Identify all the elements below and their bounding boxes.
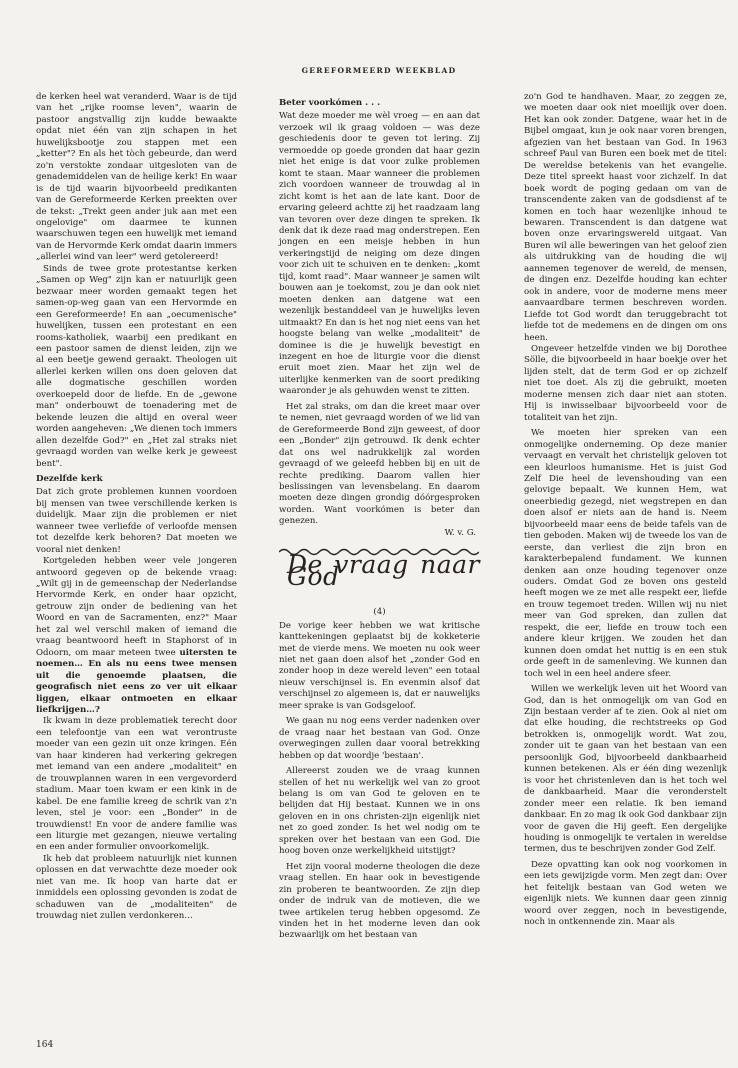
paragraph: We gaan nu nog eens verder nadenken over de vraag naar het bestaan van God. Onze overwegingen zullen daar vooral betrekking hebben op dat woordje 'bestaan'.: [279, 716, 480, 761]
paragraph: Deze opvatting kan ook nog voorkomen in een iets gewijzigde vorm. Men zegt dan: Over het feitelijk bestaan van God weten we eigenlijk niets. We kunnen daar geen zinnig woord over zeggen, noch in bevestigende, noch in ontkennende zin. Maar als: [524, 859, 727, 928]
paragraph: Het zal straks, om dan die kreet maar over te nemen, niet gevraagd worden of we lid van de Gereformeerde Bond zijn geweest, of door een „Bonder" zijn getrouwd. Ik denk echter dat ons wel nadrukkelijk zal worden gevraagd of we geleefd hebben bij en uit de rechte prediking. Daarom vallen hier beslissingen van levensbelang. En daarom moeten deze dingen grondig dóórgesproken worden. Want voorkómen is beter dan genezen.: [279, 401, 480, 527]
paragraph: Dat zich grote problemen kunnen voordoen bij mensen van twee verschillende kerken is duidelijk. Maar zijn die problemen er niet wanneer twee verliefde of verloofde mensen tot dezelfde kerk behoren? Dat moeten we vooral niet denken!: [36, 487, 237, 555]
paragraph: [36, 556, 237, 716]
paragraph: Willen we werkelijk leven uit het Woord van God, dan is het onmogelijk om van God en Zijn bestaan verder af te zien. Ook al niet om dat elke houding, die rechtstreeks op God betrokken is, onmogelijk wordt. Wat zou, zonder uit te gaan van het bestaan van een persoonlijk God, bijvoorbeeld dankbaarheid kunnen betekenen. Als er één ding wezenlijk is voor het christenleven dan is het toch wel de dankbaarheid. Maar die veronderstelt zonder meer een relatie. Ik ben iemand dankbaar. En zo mag ik ook God dankbaar zijn voor de gaven die Hij geeft. Een dergelijke houding is onmogelijk te vertalen in wereldse termen, dus te beschrijven zonder God Zelf.: [524, 684, 727, 855]
page-number: 164: [36, 1040, 54, 1050]
article-title: De vraag naar God: [287, 550, 480, 591]
paragraph-emphasis: uitersten te noemen… En als nu eens twee mensen uit die genoemde plaatsen, die geografisch niet eens zo ver uit elkaar liggen, elkaar ontmoeten en elkaar liefkrijgen…?: [36, 647, 237, 716]
running-header: GEREFORMEERD WEEKBLAD: [301, 66, 457, 75]
part-number: (4): [373, 607, 386, 618]
section-heading: Beter voorkómen . . .: [279, 98, 381, 108]
paragraph: De vorige keer hebben we wat kritische kanttekeningen geplaatst bij de kokketerie met de vierde mens. We moeten nu ook weer niet net gaan doen alsof het „zonder God en zonder hoop in deze wereld leven" een totaal nieuw verschijnsel is. En evenmin alsof dat verschijnsel zo algemeen is, dat er nauwelijks meer sprake is van Godsgeloof.: [279, 620, 480, 711]
author-signature: W. v. G.: [444, 527, 476, 538]
paragraph: Ik heb dat probleem natuurlijk niet kunnen oplossen en dat verwachtte deze moeder ook niet van me. Ik hoop van harte dat er inmiddels een oplossing gevonden is zodat de schaduwen van de „modaliteiten" de trouwdag niet zullen verdonkeren…: [36, 853, 237, 922]
article-title-block: [279, 547, 480, 603]
paragraph: Ongeveer hetzelfde vinden we bij Dorothee Sölle, die bijvoorbeeld in haar boekje over het lijden stelt, dat de term God er op zichzelf niet toe doet. Als zij die gebruikt, moeten moderne mensen zich daar niet aan stoten. Hij is inwisselbaar bijvoorbeeld voor de totaliteit van het zijn.: [524, 343, 727, 423]
paragraph: Allereerst zouden we de vraag kunnen stellen of het nu werkelijk wel van zo groot belang is om van God te geloven en te belijden dat Hij bestaat. Kunnen we in ons geloven en in ons christen-zijn eigenlijk niet net zo goed zonder. Is het wel nodig om te spreken over het bestaan van een God. Die hoog boven onze werkelijkheid uitstijgt?: [279, 766, 480, 857]
paragraph-text: Kortgeleden hebben weer vele jongeren antwoord gegeven op de bekende vraag: „Wilt gij in de gemeenschap der Nederlandse Hervormde Kerk, en onder haar opzicht, getrouw zijn onder de bediening van het Woord en van de Sacramenten, enz?" Maar het zal wel verschil maken of iemand die vraag beantwoord heeft in Staphorst of in Odoorn, om maar meteen twee: [36, 556, 237, 658]
paragraph: Sinds de twee grote protestantse kerken „Samen op Weg" zijn kan er natuurlijk geen bezwaar meer worden gemaakt tegen het samen-op-weg gaan van een Hervormde en een Gereformeerde! En aan „oecumenische" huwelijken, tussen een protestant en een rooms-katholiek, waarbij een predikant en een pastoor samen de dienst leiden, zijn we al een beetje gewend geraakt. Theologen uit allerlei kerken willen ons doen geloven dat alle dogmatische geschillen worden overkoepeld door de liefde. En de „gewone man" onderbouwt de toenadering met de bekende leuzen die altijd en overal weer worden aangeheven: „We dienen toch immers allen dezelfde God?" en „Het zal straks niet gevraagd worden van welke kerk je geweest bent".: [36, 263, 237, 469]
column-2: [279, 98, 480, 942]
column-1: [36, 92, 237, 923]
paragraph: Wat deze moeder me wèl vroeg — en aan dat verzoek wil ik graag voldoen — was deze geschiedenis door te geven tot lering. Zij vermoedde op goede gronden dat haar gezin niet het enige is dat voor zulke problemen komt te staan. Maar wanneer die problemen zich voordoen wanneer de trouwdag al in zicht komt is het aan de late kant. Door de ervaring geleerd achtte zij het raadzaam lang van tevoren over deze dingen te spreken. Ik denk dat ik deze raad mag onderstrepen. Een jongen en een meisje hebben in hun verkeringstijd de neiging om deze dingen voor zich uit te schuiven en te denken: „komt tijd, komt raad". Maar wanneer je samen wilt bouwen aan je toekomst, zou je dan ook niet moeten denken aan datgene wat een wezenlijk bestanddeel van je huwelijks leven uitmaakt? En dan is het nog niet eens van het hoogste belang van welke „modaliteit" de dominee is die je huwelijk bevestigt en inzegent en hoe de liturgie voor die dienst eruit moet zien. Maar het zijn wel de uiterlijke kenmerken van de soort prediking waaronder je als gehuwden wenst te zitten.: [279, 111, 480, 397]
paragraph: Het zijn vooral moderne theologen die deze vraag stellen. En haar ook in bevestigende zin proberen te beantwoorden. Ze zijn diep onder de indruk van de motieven, die we twee artikelen terug hebben opgesomd. Ze vinden het in het moderne leven dan ook bezwaarlijk om het bestaan van: [279, 861, 480, 941]
paragraph: zo'n God te handhaven. Maar, zo zeggen ze, we moeten daar ook niet moeilijk over doen. Het kan ook zonder. Datgene, waar het in de Bijbel omgaat, kun je ook naar voren brengen, afgezien van het bestaan van God. In 1963 schreef Paul van Buren een boek met de titel: De wereldse betekenis van het evangelie. Deze titel spreekt haast voor zichzelf. In dat boek wordt de poging gedaan om van de transcendente zaken van de godsdienst af te komen en toch haar wezenlijke inhoud te bewaren. Transcendent is dan datgene wat boven onze ervaringswereld uitgaat. Van Buren wil alle beweringen van het geloof zien als uitdrukking van de houding die wij aannemen tegenover de wereld, de mensen, de dingen enz. Dezelfde houding kan echter ook in andere, voor de moderne mens meer aanvaardbare termen beschreven worden. Liefde tot God wordt dan teruggebracht tot liefde tot de medemens en de dingen om ons heen.: [524, 92, 727, 343]
paragraph: de kerken heel wat veranderd. Waar is de tijd van het „rijke roomse leven", waarin de pastoor angstvallig zijn kudde bewaakte opdat niet één van zijn schapen in het huwelijksbootje zou stappen met een „ketter"? En als het tòch gebeurde, dan werd zo'n verstokte zondaar uitgesloten van de genademiddelen van de heilige kerk! En waar is de tijd waarin bijvoorbeeld predikanten van de Gereformeerde Kerken preekten over de tekst: „Trekt geen ander juk aan met een ongelovige" om daarmee te kunnen waarschuwen tegen een huwelijk met iemand van de Hervormde Kerk omdat daarin immers „allerlei wind van leer" werd getolereerd!: [36, 92, 237, 263]
paragraph: We moeten hier spreken van een onmogelijke onderneming. Op deze manier vervaagt en vervalt het christelijk geloven tot een kleurloos humanisme. Het is juist God Zelf Die heel de levenshouding van een gelovige bepaalt. We kunnen Hem, wat oneerbiedig gezegd, niet wegstrepen en dan doen alsof er niets aan de hand is. Neem bijvoorbeeld maar eens de beide tafels van de tien geboden. Maken wij de tweede los van de eerste, dan verliest die zijn bron en karakterbepalend fundament. We kunnen denken aan onze houding tegenover onze ouders. Omdat God ze boven ons gesteld heeft mogen we ze met alle respekt eer, liefde en trouw tegemoet treden. Willen wij nu niet meer van God spreken, dan zullen dat respekt, die eer, liefde en trouw toch een andere kleur krijgen. We zouden het dan kunnen doen omdat het nuttig is en een stuk orde geeft in de samenleving. We kunnen dan toch wel in een heel andere sfeer.: [524, 428, 727, 679]
paragraph: Ik kwam in deze problematiek terecht door een telefoontje van een wat verontruste moeder van een gezin uit onze kringen. Eén van haar kinderen had verkering gekregen met iemand van een andere „modaliteit" en de trouwplannen waren in een vergevorderd stadium. Maar toen kwam er een kink in de kabel. De ene familie kreeg de schrik van z'n leven, stel je voor: een „Bonder" in de trouwdienst! En voor de andere familie was een liturgie met gezangen, nieuwe vertaling en een ander formulier onvoorkomelijk.: [36, 716, 237, 853]
column-3: [524, 92, 727, 929]
section-heading: Dezelfde kerk: [36, 473, 103, 484]
